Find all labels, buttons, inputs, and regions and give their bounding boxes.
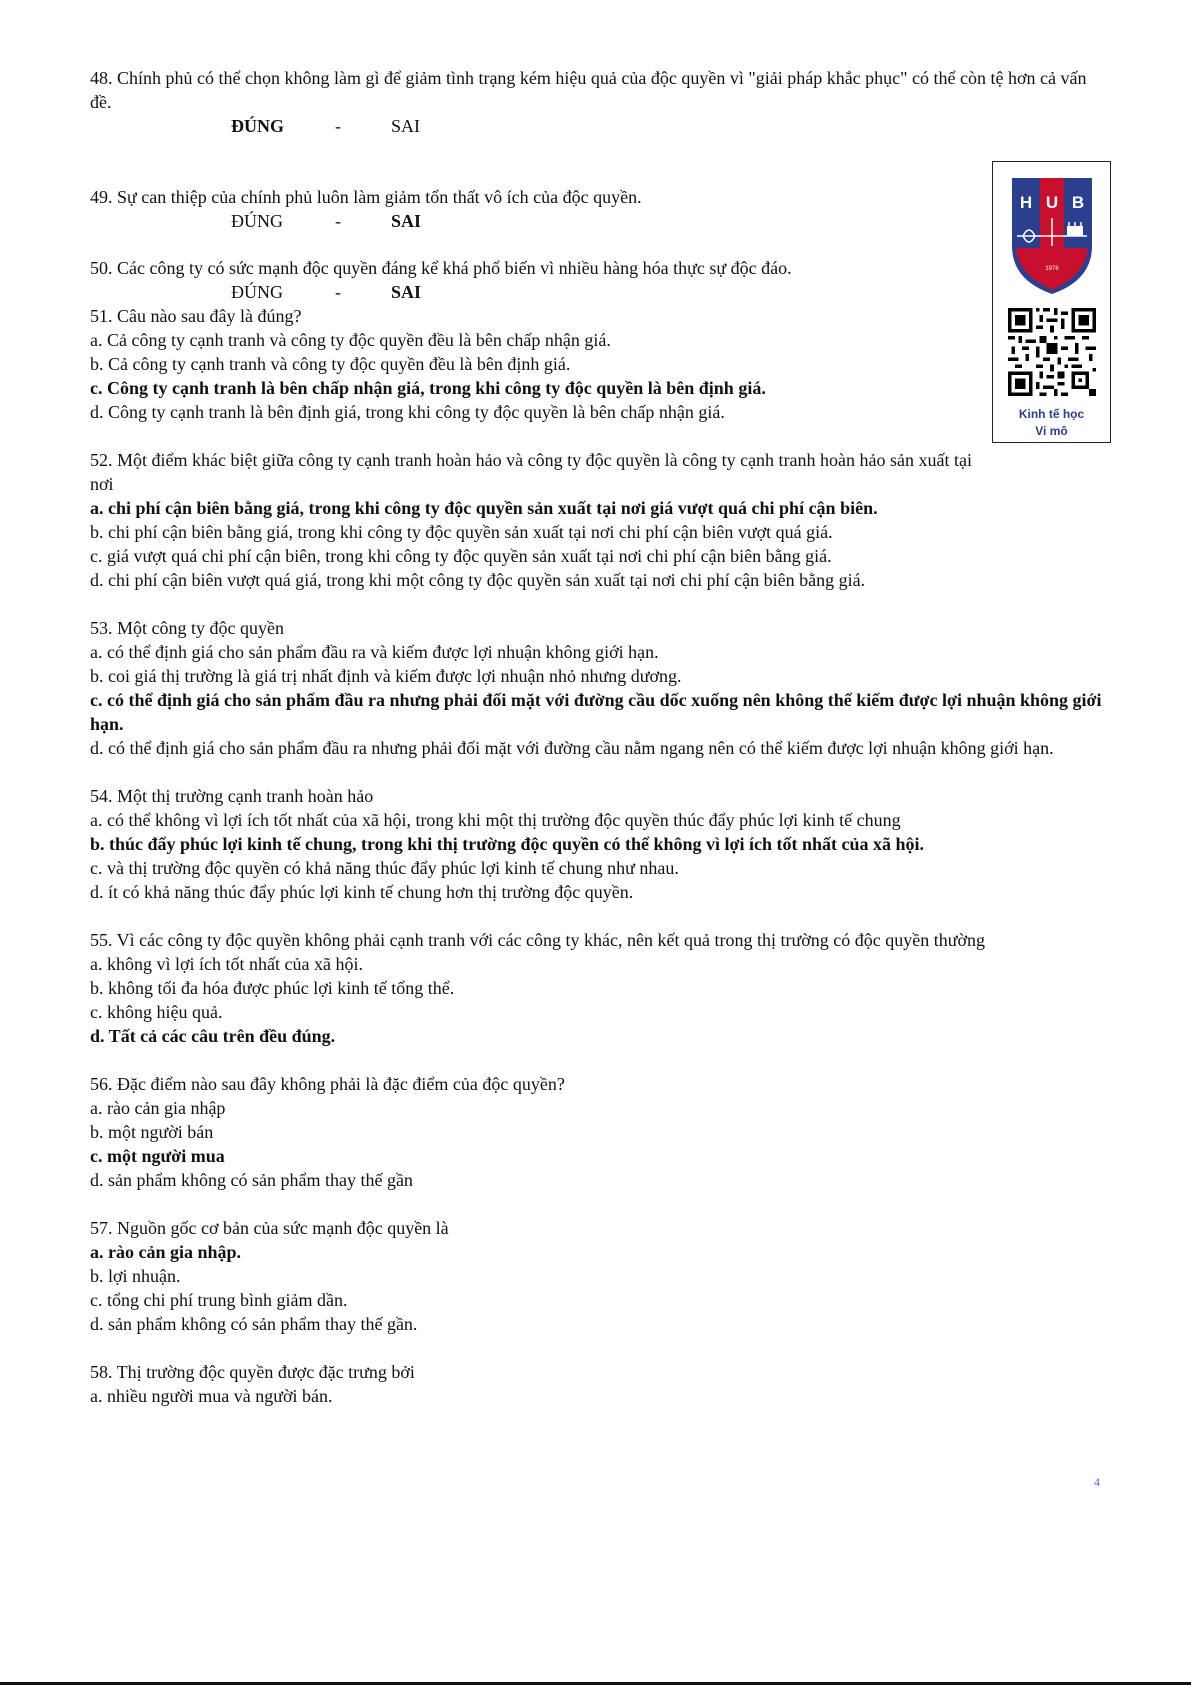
- question-53: 53. Một công ty độc quyền: [90, 618, 284, 638]
- question-56: 56. Đặc điểm nào sau đây không phải là đặc điểm của độc quyền?: [90, 1074, 565, 1094]
- correct-answer-option: a. rào cản gia nhập.: [90, 1242, 242, 1262]
- correct-answer-option: c. có thể định giá cho sản phẩm đầu ra nhưng phải đối mặt với đường cầu dốc xuống nên không thể kiếm được lợi nhuận không giới hạn.: [90, 690, 1102, 734]
- question-48: 48. Chính phủ có thể chọn không làm gì để giảm tình trạng kém hiệu quả của độc quyền vì "giải pháp khắc phục" có thể còn tệ hơn cả vấn đề.: [90, 68, 1087, 112]
- answer-option: a. có thể không vì lợi ích tốt nhất của xã hội, trong khi một thị trường độc quyền thúc đẩy phúc lợi kinh tế chung: [90, 810, 901, 830]
- answer-option: c. không hiệu quả.: [90, 1002, 223, 1022]
- separator: -: [335, 282, 341, 302]
- answer-option: c. giá vượt quá chi phí cận biên, trong khi công ty độc quyền sản xuất tại nơi chi phí cận biên bằng giá.: [90, 546, 832, 566]
- false-label: SAI: [391, 211, 422, 231]
- logo-letter: B: [1071, 193, 1085, 212]
- answer-option: d. sản phẩm không có sản phẩm thay thế gần: [90, 1170, 413, 1190]
- answer-option: d. Công ty cạnh tranh là bên định giá, trong khi công ty độc quyền là bên chấp nhận giá.: [90, 402, 725, 422]
- question-51: 51. Câu nào sau đây là đúng?: [90, 306, 302, 326]
- answer-option: b. lợi nhuận.: [90, 1266, 181, 1286]
- question-50: 50. Các công ty có sức mạnh độc quyền đáng kể khá phổ biến vì nhiều hàng hóa thực sự độc đáo.: [90, 258, 792, 278]
- logo-year: 1976: [1045, 266, 1059, 272]
- answer-option: a. rào cản gia nhập: [90, 1098, 226, 1118]
- false-label: SAI: [391, 116, 421, 136]
- answer-option: b. không tối đa hóa được phúc lợi kinh tế tổng thể.: [90, 978, 455, 998]
- true-false-50: [231, 280, 1110, 304]
- answer-option: a. không vì lợi ích tốt nhất của xã hội.: [90, 954, 363, 974]
- true-label: ĐÚNG: [231, 116, 284, 136]
- answer-option: b. coi giá thị trường là giá trị nhất định và kiếm được lợi nhuận nhỏ nhưng dương.: [90, 666, 682, 686]
- document-page: [90, 66, 1110, 1408]
- question-57: 57. Nguồn gốc cơ bản của sức mạnh độc quyền là: [90, 1218, 449, 1238]
- answer-option: a. có thể định giá cho sản phẩm đầu ra và kiếm được lợi nhuận không giới hạn.: [90, 642, 659, 662]
- answer-option: a. Cả công ty cạnh tranh và công ty độc quyền đều là bên chấp nhận giá.: [90, 330, 611, 350]
- answer-option: d. chi phí cận biên vượt quá giá, trong khi một công ty độc quyền sản xuất tại nơi chi phí cận biên bằng giá.: [90, 570, 866, 590]
- answer-option: d. sản phẩm không có sản phẩm thay thế gần.: [90, 1314, 418, 1334]
- logo-letter: U: [1045, 193, 1059, 212]
- correct-answer-option: c. một người mua: [90, 1146, 225, 1166]
- answer-option: d. có thể định giá cho sản phẩm đầu ra nhưng phải đối mặt với đường cầu nằm ngang nên có thể kiếm được lợi nhuận không giới hạn.: [90, 738, 1054, 758]
- answer-option: c. và thị trường độc quyền có khả năng thúc đẩy phúc lợi kinh tế chung như nhau.: [90, 858, 679, 878]
- question-54: 54. Một thị trường cạnh tranh hoàn hảo: [90, 786, 374, 806]
- brand-line-2: Vi mô: [1035, 424, 1068, 438]
- brand-line-1: Kinh tế học: [1018, 407, 1085, 421]
- question-58: 58. Thị trường độc quyền được đặc trưng bởi: [90, 1362, 415, 1382]
- answer-option: d. ít có khả năng thúc đẩy phúc lợi kinh tế chung hơn thị trường độc quyền.: [90, 882, 634, 902]
- true-false-48: [231, 114, 1110, 138]
- correct-answer-option: c. Công ty cạnh tranh là bên chấp nhận giá, trong khi công ty độc quyền là bên định giá.: [90, 378, 766, 398]
- separator: -: [335, 211, 341, 231]
- correct-answer-option: a. chi phí cận biên bằng giá, trong khi công ty độc quyền sản xuất tại nơi giá vượt quá chi phí cận biên.: [90, 498, 878, 518]
- correct-answer-option: d. Tất cả các câu trên đều đúng.: [90, 1026, 336, 1046]
- true-label: ĐÚNG: [231, 282, 283, 302]
- true-label: ĐÚNG: [231, 211, 283, 231]
- question-52: 52. Một điểm khác biệt giữa công ty cạnh tranh hoàn hảo và công ty độc quyền là công ty cạnh tranh hoàn hảo sản xuất tại nơi: [90, 450, 972, 494]
- answer-option: b. chi phí cận biên bằng giá, trong khi công ty độc quyền sản xuất tại nơi chi phí cận biên vượt quá giá.: [90, 522, 833, 542]
- true-false-49: [231, 209, 1110, 233]
- answer-option: b. một người bán: [90, 1122, 214, 1142]
- hub-shield-logo: [1009, 174, 1095, 296]
- false-label: SAI: [391, 282, 422, 302]
- question-55: 55. Vì các công ty độc quyền không phải cạnh tranh với các công ty khác, nên kết quả trong thị trường có độc quyền thường: [90, 930, 985, 950]
- question-49: 49. Sự can thiệp của chính phủ luôn làm giảm tổn thất vô ích của độc quyền.: [90, 187, 642, 207]
- logo-letter: H: [1019, 193, 1033, 212]
- correct-answer-option: b. thúc đẩy phúc lợi kinh tế chung, trong khi thị trường độc quyền có thể không vì lợi ích tốt nhất của xã hội.: [90, 834, 925, 854]
- brand-caption: [993, 406, 1110, 440]
- qr-code-icon: [1008, 308, 1096, 396]
- hub-logo-box: [992, 161, 1111, 443]
- answer-option: a. nhiều người mua và người bán.: [90, 1386, 333, 1406]
- page-number: 4: [1094, 1475, 1100, 1489]
- separator: -: [335, 116, 341, 136]
- answer-option: b. Cả công ty cạnh tranh và công ty độc quyền đều là bên định giá.: [90, 354, 571, 374]
- answer-option: c. tổng chi phí trung bình giảm dần.: [90, 1290, 348, 1310]
